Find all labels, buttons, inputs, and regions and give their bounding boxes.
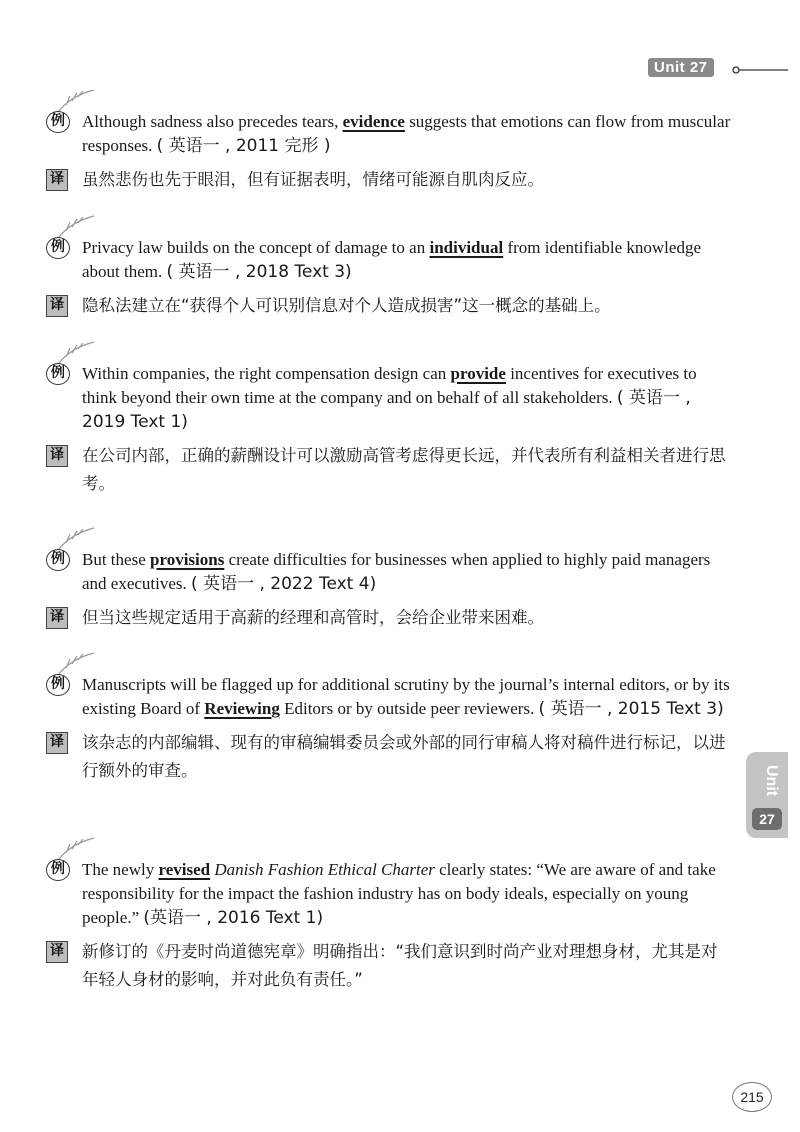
translation [44,442,734,498]
translation [44,292,734,320]
example-sentence [44,548,734,596]
source-citation: ( 英语一 , 2022 Text 4) [191,574,377,594]
unit-side-label: Unit [763,765,780,797]
keyword: individual [429,238,504,257]
unit-header-badge: Unit 27 [648,58,714,77]
translation-marker: 译 [46,941,68,963]
example-block [44,548,734,632]
feather-icon [56,651,96,677]
example-marker: 例 [46,674,70,696]
example-marker: 例 [46,363,70,385]
example-block [44,673,734,785]
feather-icon [56,526,96,552]
source-citation: ( 英语一 , 2011 完形 ) [156,136,331,156]
translation-marker: 译 [46,445,68,467]
translation-marker: 译 [46,295,68,317]
translation-marker: 译 [46,732,68,754]
translation [44,938,734,994]
english-sentence: But these provisions create difficulties for businesses when applied to highly paid managers and executives. ( 英语一 , 2022 Text 4) [82,550,711,594]
example-block [44,362,734,498]
unit-side-number: 27 [752,808,782,830]
chinese-translation: 但当这些规定适用于高薪的经理和高管时，会给企业带来困难。 [82,608,544,627]
example-sentence [44,110,734,158]
translation [44,729,734,785]
example-sentence [44,236,734,284]
source-citation: ( 英语一 , 2018 Text 3) [166,262,352,282]
translation [44,166,734,194]
example-sentence [44,858,734,930]
feather-icon [56,340,96,366]
english-sentence: Within companies, the right compensation design can provide incentives for executives to think beyond their own time at the company and on behalf of all stakeholders. ( 英语一 , 2019 Text 1) [82,364,697,432]
keyword: revised [158,860,211,879]
keyword: Reviewing [204,699,280,718]
feather-icon [56,836,96,862]
example-marker: 例 [46,859,70,881]
italic-title: Danish Fashion Ethical Charter [214,860,435,879]
keyword: evidence [342,112,405,131]
english-sentence: The newly revised Danish Fashion Ethical Charter clearly states: “We are aware of and take responsibility for the impact the fashion industry has on body ideals, especially on young people.” (英语一 , 2016 Text 1) [82,860,716,928]
chinese-translation: 新修订的《丹麦时尚道德宪章》明确指出：“我们意识到时尚产业对理想身材，尤其是对年轻人身材的影响，并对此负有责任。” [82,942,718,989]
translation [44,604,734,632]
keyword: provide [450,364,506,383]
example-block [44,236,734,320]
chinese-translation: 该杂志的内部编辑、现有的审稿编辑委员会或外部的同行审稿人将对稿件进行标记，以进行额外的审查。 [82,733,726,780]
example-block [44,858,734,994]
example-sentence [44,673,734,721]
example-marker: 例 [46,237,70,259]
header-rule-icon [732,66,788,74]
keyword: provisions [150,550,225,569]
unit-side-tab [746,752,788,838]
chinese-translation: 隐私法建立在“获得个人可识别信息对个人造成损害”这一概念的基础上。 [82,296,611,315]
source-citation: ( 英语一 , 2015 Text 3) [538,699,724,719]
page-header [640,50,790,90]
translation-marker: 译 [46,169,68,191]
english-sentence: Manuscripts will be flagged up for additional scrutiny by the journal’s internal editors, or by its existing Board of Reviewing Editors or by outside peer reviewers. ( 英语一 , 2015 Text 3) [82,675,730,719]
source-citation: ( 英语一 , 2019 Text 1) [82,388,691,432]
example-sentence [44,362,734,434]
example-marker: 例 [46,111,70,133]
feather-icon [56,214,96,240]
feather-icon [56,88,96,114]
english-sentence: Although sadness also precedes tears, evidence suggests that emotions can flow from muscular responses. ( 英语一 , 2011 完形 ) [82,112,731,156]
source-citation: (英语一 , 2016 Text 1) [143,908,324,928]
example-marker: 例 [46,549,70,571]
page-number: 215 [732,1082,772,1112]
chinese-translation: 在公司内部，正确的薪酬设计可以激励高管考虑得更长远，并代表所有利益相关者进行思考。 [82,446,726,493]
translation-marker: 译 [46,607,68,629]
chinese-translation: 虽然悲伤也先于眼泪，但有证据表明，情绪可能源自肌肉反应。 [82,170,544,189]
example-block [44,110,734,194]
english-sentence: Privacy law builds on the concept of damage to an individual from identifiable knowledge about them. ( 英语一 , 2018 Text 3) [82,238,701,282]
